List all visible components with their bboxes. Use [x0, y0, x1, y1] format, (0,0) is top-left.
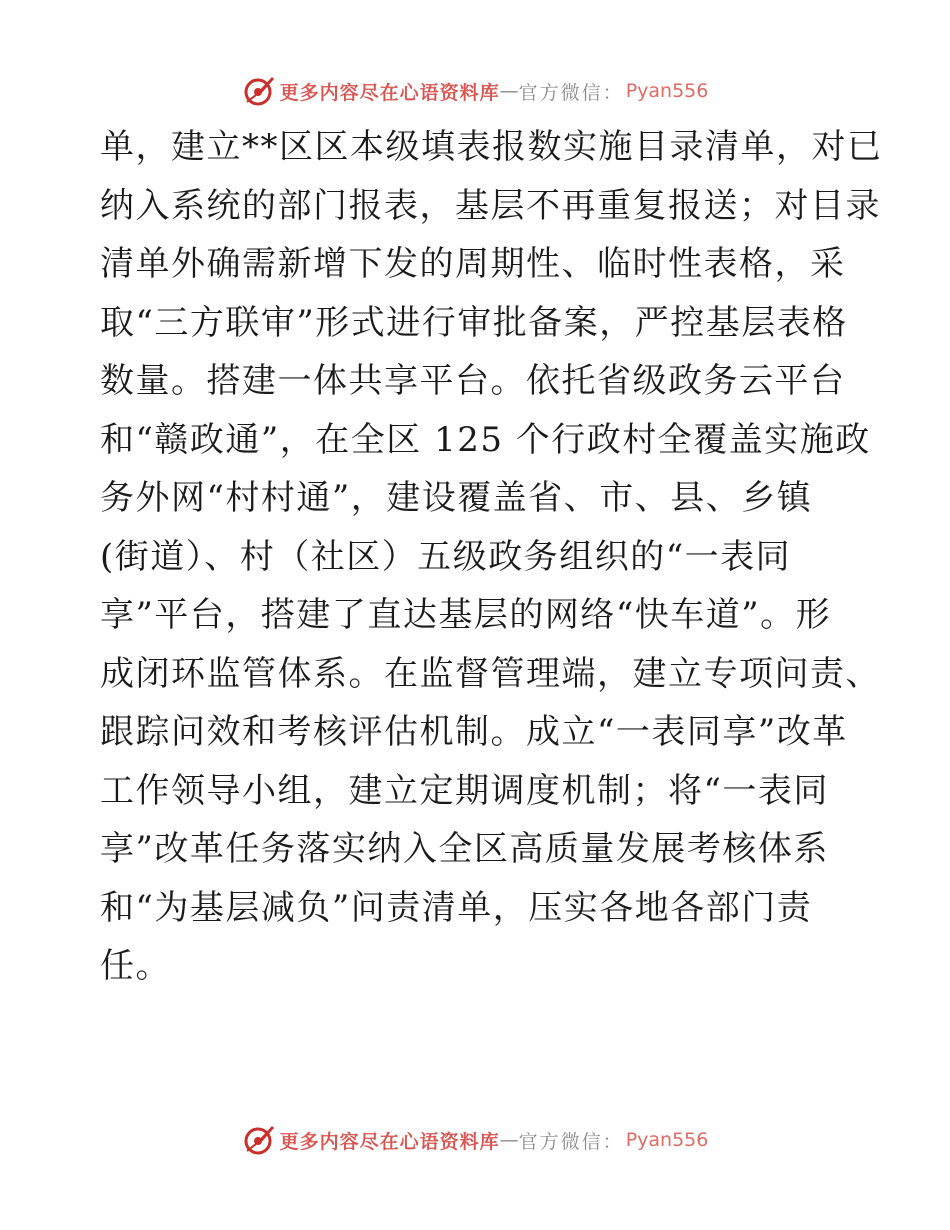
body-line: 数量。搭建一体共享平台。依托省级政务云平台: [100, 361, 846, 401]
footer-banner: [0, 1120, 950, 1160]
body-line: 务外网“村村通”，建设覆盖省、市、县、乡镇: [100, 478, 813, 518]
body-line: 工作领导小组，建立定期调度机制；将“一表同: [100, 770, 829, 811]
body-line: 取“三方联审”形式进行审批备案，严控基层表格: [100, 302, 848, 343]
body-line: 成闭环监管体系。在监督管理端，建立专项问责、: [100, 653, 881, 694]
footer-official-label: 官方微信：: [518, 1130, 624, 1153]
quill-circle-logo-icon: [242, 1123, 276, 1157]
header-wechat-id: Pyan556: [625, 80, 709, 102]
header-site-name: 更多内容尽在心语资料库: [279, 81, 500, 104]
body-line: 跟踪问效和考核评估机制。成立“一表同享”改革: [100, 712, 848, 752]
body-line: 纳入系统的部门报表，基层不再重复报送；对目录: [100, 185, 881, 226]
body-line: 单，建立**区区本级填表报数实施目录清单，对已: [100, 127, 883, 167]
body-line: 任。: [100, 946, 171, 986]
footer-separator: —: [499, 1129, 519, 1151]
body-line: 和“赣政通”，在全区 125 个行政村全覆盖实施政: [100, 419, 871, 460]
body-line: (街道）、村（社区）五级政务组织的“一表同: [100, 536, 792, 577]
footer-wechat-id: Pyan556: [625, 1129, 709, 1151]
header-official-label: 官方微信：: [518, 81, 624, 104]
body-line: 享”平台，搭建了直达基层的网络“快车道”。形: [100, 595, 832, 635]
quill-circle-logo-icon: [242, 74, 276, 108]
header-banner: [0, 71, 950, 111]
body-line: 清单外确需新增下发的周期性、临时性表格，采: [100, 244, 846, 284]
header-separator: —: [499, 80, 519, 102]
body-line: 享”改革任务落实纳入全区高质量发展考核体系: [100, 829, 829, 869]
body-line: 和“为基层减负”问责清单，压实各地各部门责: [100, 887, 813, 928]
footer-site-name: 更多内容尽在心语资料库: [279, 1130, 500, 1153]
document-body: [100, 118, 883, 996]
